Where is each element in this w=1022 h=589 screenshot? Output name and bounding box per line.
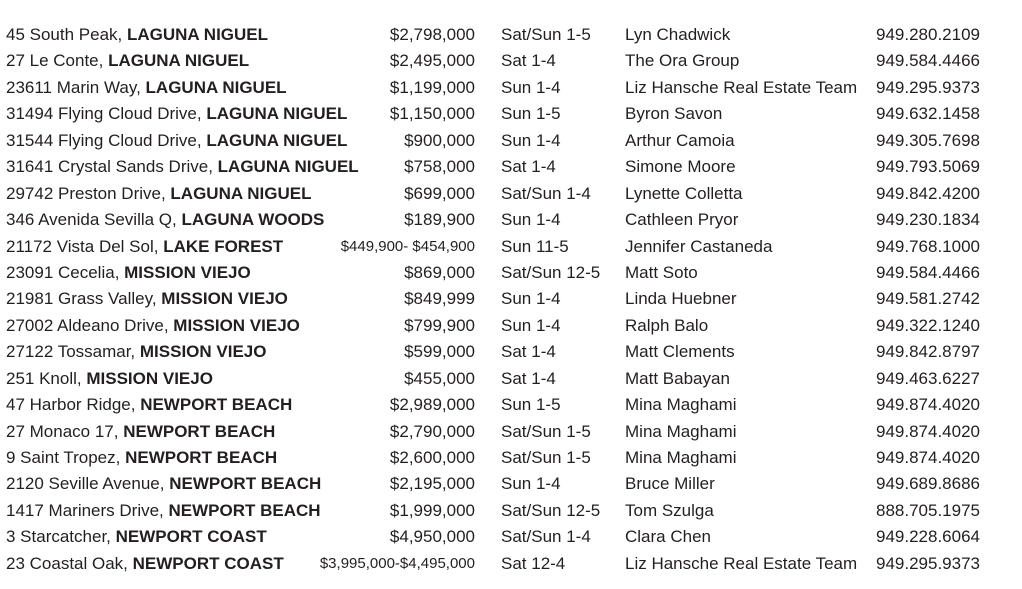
- listing-city: NEWPORT BEACH: [125, 448, 278, 467]
- listing-agent: Cathleen Pryor: [625, 210, 739, 230]
- listing-street: 29742 Preston Drive,: [6, 183, 171, 203]
- listing-city: NEWPORT COAST: [132, 553, 284, 573]
- listing-city: LAGUNA NIGUEL: [145, 77, 287, 97]
- listing-agent: Mina Maghami: [625, 421, 737, 441]
- listing-price: $699,000: [404, 183, 475, 203]
- listing-phone: 949.295.9373: [876, 553, 980, 573]
- listing-address: [6, 181, 311, 207]
- listing-agent: Clara Chen: [625, 527, 711, 547]
- listing-city: LAGUNA NIGUEL: [108, 51, 250, 71]
- listing-city: LAGUNA WOODS: [181, 210, 325, 230]
- listing-address: [6, 392, 292, 418]
- listing-price: $2,989,000: [389, 395, 475, 415]
- listing-hours: Sun 1-4: [501, 315, 561, 335]
- listing-phone: 949.295.9373: [876, 77, 980, 97]
- listing-address: [6, 234, 283, 260]
- listing-row: [0, 392, 1022, 418]
- listing-hours: Sat/Sun 1-4: [501, 527, 591, 547]
- listing-price: $2,495,000: [389, 51, 475, 71]
- listing-hours: Sun 1-4: [501, 289, 561, 309]
- listing-row: [0, 498, 1022, 524]
- listing-row: [0, 181, 1022, 207]
- listing-agent: Matt Soto: [625, 262, 698, 282]
- listing-address: [6, 286, 288, 312]
- listing-row: [0, 75, 1022, 101]
- listing-phone: 949.793.5069: [876, 157, 980, 177]
- listing-row: [0, 419, 1022, 445]
- listing-city: LAGUNA NIGUEL: [126, 25, 269, 44]
- listing-row: [0, 339, 1022, 365]
- listing-agent: Matt Babayan: [625, 368, 730, 388]
- listing-agent: Lynette Colletta: [625, 183, 743, 203]
- listing-agent: Linda Huebner: [625, 289, 737, 309]
- listing-phone: 949.463.6227: [876, 368, 980, 388]
- listing-address: [6, 366, 213, 392]
- listing-row: [0, 22, 1022, 48]
- listing-street: 27122 Tossamar,: [6, 342, 140, 362]
- listing-row: [0, 286, 1022, 312]
- listing-address: [6, 75, 287, 101]
- open-house-listings: [0, 22, 1022, 577]
- listing-address: [6, 128, 347, 154]
- listing-agent: Simone Moore: [625, 157, 736, 177]
- listing-street: 9 Saint Tropez,: [6, 448, 126, 467]
- listing-row: [0, 234, 1022, 260]
- listing-hours: Sun 1-4: [501, 130, 561, 150]
- listing-hours: Sat 1-4: [501, 51, 556, 71]
- listing-city: NEWPORT BEACH: [168, 500, 321, 520]
- listing-street: 45 South Peak,: [6, 25, 127, 44]
- listing-agent: Mina Maghami: [625, 448, 737, 467]
- listing-row: [0, 101, 1022, 127]
- listing-hours: Sat/Sun 1-5: [501, 421, 591, 441]
- listing-row: [0, 366, 1022, 392]
- listing-hours: Sat/Sun 1-5: [501, 25, 591, 44]
- listing-hours: Sun 1-4: [501, 77, 561, 97]
- listing-price: $449,900- $454,900: [340, 237, 475, 255]
- listing-row: [0, 154, 1022, 180]
- listing-phone: 949.230.1834: [876, 210, 980, 230]
- listing-row: [0, 128, 1022, 154]
- listing-phone: 949.584.4466: [876, 51, 980, 71]
- listing-city: NEWPORT BEACH: [169, 474, 322, 494]
- listing-phone: 949.322.1240: [876, 315, 980, 335]
- listing-agent: Jennifer Castaneda: [625, 236, 773, 256]
- listing-city: MISSION VIEJO: [173, 315, 300, 335]
- listing-street: 251 Knoll,: [6, 368, 87, 388]
- listing-city: MISSION VIEJO: [86, 368, 213, 388]
- listing-street: 1417 Mariners Drive,: [6, 500, 169, 520]
- listing-street: 346 Avenida Sevilla Q,: [6, 210, 182, 230]
- listing-row: [0, 471, 1022, 497]
- listing-phone: 949.768.1000: [876, 236, 980, 256]
- listing-address: [6, 101, 347, 127]
- listing-phone: 949.305.7698: [876, 130, 980, 150]
- listing-phone: 949.689.8686: [876, 474, 980, 494]
- listing-street: 27002 Aldeano Drive,: [6, 315, 174, 335]
- listing-street: 23611 Marin Way,: [6, 77, 146, 97]
- listing-phone: 949.842.4200: [876, 183, 980, 203]
- listing-hours: Sun 1-4: [501, 474, 561, 494]
- listing-hours: Sat/Sun 12-5: [501, 262, 601, 282]
- listing-address: [6, 471, 321, 497]
- listing-phone: 949.874.4020: [876, 395, 980, 415]
- listing-agent: Ralph Balo: [625, 315, 709, 335]
- listing-street: 31544 Flying Cloud Drive,: [6, 130, 207, 150]
- listing-agent: Liz Hansche Real Estate Team: [625, 77, 858, 97]
- listing-street: 23 Coastal Oak,: [6, 553, 133, 573]
- listing-street: 27 Monaco 17,: [6, 421, 124, 441]
- listing-agent: Liz Hansche Real Estate Team: [625, 553, 858, 573]
- listing-street: 3 Starcatcher,: [6, 527, 116, 547]
- listing-hours: Sun 1-5: [501, 395, 561, 415]
- listing-price: $900,000: [404, 130, 475, 150]
- listing-row: [0, 260, 1022, 286]
- listing-phone: 949.581.2742: [876, 289, 980, 309]
- listing-price: $799,900: [404, 315, 475, 335]
- listing-street: 2120 Seville Avenue,: [6, 474, 170, 494]
- listing-hours: Sat 1-4: [501, 368, 556, 388]
- listing-row: [0, 48, 1022, 74]
- listing-phone: 949.874.4020: [876, 421, 980, 441]
- listing-hours: Sun 1-4: [501, 210, 561, 230]
- listing-city: MISSION VIEJO: [139, 342, 267, 362]
- listing-agent: Bruce Miller: [625, 474, 715, 494]
- listing-address: [6, 498, 321, 524]
- listing-address: [6, 154, 359, 180]
- listing-address: [6, 260, 251, 286]
- listing-price: $2,600,000: [389, 448, 475, 467]
- listing-price: $455,000: [404, 368, 475, 388]
- listing-row: [0, 551, 1022, 577]
- listing-price: $849,999: [404, 289, 475, 309]
- listing-row: [0, 524, 1022, 550]
- listing-address: [6, 524, 267, 550]
- listing-row: [0, 445, 1022, 471]
- listing-agent: Byron Savon: [625, 104, 723, 124]
- listing-price: $2,798,000: [389, 25, 475, 44]
- listing-phone: 949.842.8797: [876, 342, 980, 362]
- listing-city: NEWPORT COAST: [115, 527, 267, 547]
- listing-city: LAGUNA NIGUEL: [217, 157, 359, 177]
- listing-phone: 949.228.6064: [876, 527, 980, 547]
- listing-agent: Mina Maghami: [625, 395, 737, 415]
- listing-hours: Sat 1-4: [501, 342, 556, 362]
- listing-hours: Sun 11-5: [501, 236, 569, 256]
- listing-address: [6, 48, 249, 74]
- listing-address: [6, 207, 324, 233]
- listing-city: MISSION VIEJO: [161, 289, 288, 309]
- listing-agent: Tom Szulga: [625, 500, 714, 520]
- listing-street: 47 Harbor Ridge,: [6, 395, 141, 415]
- listing-price: $758,000: [404, 157, 475, 177]
- listing-street: 21981 Grass Valley,: [6, 289, 162, 309]
- listing-agent: Lyn Chadwick: [625, 25, 731, 44]
- listing-phone: 949.584.4466: [876, 262, 980, 282]
- listing-hours: Sat/Sun 1-4: [501, 183, 591, 203]
- listing-phone: 949.632.1458: [876, 104, 980, 124]
- listing-agent: The Ora Group: [625, 51, 740, 71]
- listing-hours: Sat/Sun 12-5: [501, 500, 601, 520]
- listing-address: [6, 419, 275, 445]
- listing-phone: 888.705.1975: [876, 500, 980, 520]
- listing-street: 31641 Crystal Sands Drive,: [6, 157, 218, 177]
- listing-address: [6, 339, 266, 365]
- listing-city: LAGUNA NIGUEL: [206, 130, 348, 150]
- listing-phone: 949.874.4020: [876, 448, 980, 467]
- listing-city: LAKE FOREST: [163, 236, 284, 256]
- listing-street: 23091 Cecelia,: [6, 262, 125, 282]
- listing-phone: 949.280.2109: [876, 25, 980, 44]
- listing-price: $1,999,000: [389, 500, 475, 520]
- listing-price: $189,900: [404, 210, 475, 230]
- listing-price: $2,790,000: [389, 421, 475, 441]
- listing-row: [0, 313, 1022, 339]
- listing-street: 31494 Flying Cloud Drive,: [6, 104, 207, 124]
- listing-price: $2,195,000: [389, 474, 475, 494]
- listing-price: $3,995,000-$4,495,000: [319, 554, 475, 572]
- listing-city: LAGUNA NIGUEL: [206, 104, 348, 124]
- listing-street: 21172 Vista Del Sol,: [6, 236, 164, 256]
- listing-hours: Sun 1-5: [501, 104, 561, 124]
- listing-price: $869,000: [404, 262, 475, 282]
- listing-address: [6, 445, 277, 471]
- listing-address: [6, 313, 300, 339]
- listing-address: [6, 551, 284, 577]
- listing-agent: Matt Clements: [625, 342, 735, 362]
- listing-price: $1,199,000: [389, 77, 475, 97]
- listing-row: [0, 207, 1022, 233]
- listing-city: NEWPORT BEACH: [123, 421, 276, 441]
- listing-city: LAGUNA NIGUEL: [170, 183, 312, 203]
- listing-hours: Sat 1-4: [501, 157, 556, 177]
- listing-price: $1,150,000: [389, 104, 475, 124]
- listing-price: $599,000: [404, 342, 475, 362]
- listing-agent: Arthur Camoia: [625, 130, 735, 150]
- listing-price: $4,950,000: [389, 527, 475, 547]
- listing-hours: Sat 12-4: [501, 553, 566, 573]
- listing-hours: Sat/Sun 1-5: [501, 448, 591, 467]
- listing-address: [6, 22, 268, 48]
- listing-city: MISSION VIEJO: [124, 262, 251, 282]
- listing-street: 27 Le Conte,: [6, 51, 109, 71]
- listing-city: NEWPORT BEACH: [140, 395, 293, 415]
